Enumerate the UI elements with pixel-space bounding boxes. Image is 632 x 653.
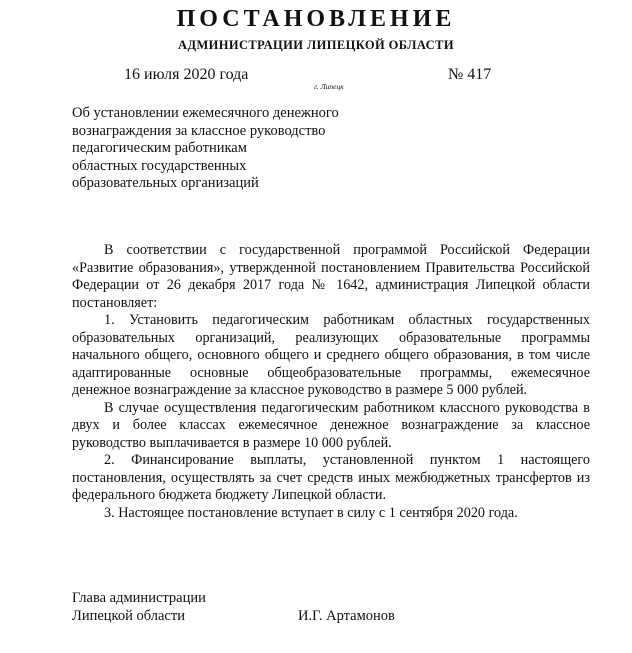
signatory-position — [72, 590, 206, 625]
body-paragraph: В соответствии с государственной программой Российской Федерации «Развитие образования», утвержденной постановлением Правительства Российской Федерации от 26 декабря 2017 года № 1642, администрация Липецкой области постановляет: — [72, 242, 590, 311]
document-subtitle: АДМИНИСТРАЦИИ ЛИПЕЦКОЙ ОБЛАСТИ — [178, 38, 454, 52]
body-paragraph: 3. Настоящее постановление вступает в силу с 1 сентября 2020 года. — [104, 504, 518, 521]
body-paragraph: 1. Установить педагогическим работникам областных государственных образовательных организаций, реализующих образовательные программы начального общего, основного общего и среднего общего образования, в том числе адаптированные основные общеобразовательные программы, ежемесячное денежное вознаграждение за классное руководство в размере 5 000 рублей. — [72, 312, 590, 398]
document-date: 16 июля 2020 года — [124, 66, 249, 83]
signatory-position-line: Липецкой области — [72, 607, 185, 624]
signatory-position-line: Глава администрации — [72, 590, 206, 606]
document-title: ПОСТАНОВЛЕНИЕ — [176, 6, 456, 32]
document-place: г. Липецк — [314, 82, 344, 91]
subject-line: образовательных организаций — [72, 175, 259, 191]
document-number: № 417 — [448, 66, 492, 83]
body-paragraph: В случае осуществления педагогическим работником классного руководства в двух и более классах ежемесячное денежное вознаграждение за классное руководство выплачивается в размере 10 000 рублей. — [72, 399, 590, 451]
subject-line: областных государственных — [72, 157, 247, 174]
signatory-name: И.Г. Артамонов — [298, 607, 395, 624]
body-paragraph: 2. Финансирование выплаты, установленной пунктом 1 настоящего постановления, осуществлять за счет средств иных межбюджетных трансфертов из федерального бюджета бюджету Липецкой области. — [72, 452, 590, 503]
subject-line: педагогическим работникам — [72, 140, 247, 156]
subject-line: вознаграждения за классное руководство — [72, 122, 326, 139]
document-body — [72, 242, 590, 522]
subject-line: Об установлении ежемесячного денежного — [72, 105, 339, 121]
document-subject — [72, 105, 372, 193]
